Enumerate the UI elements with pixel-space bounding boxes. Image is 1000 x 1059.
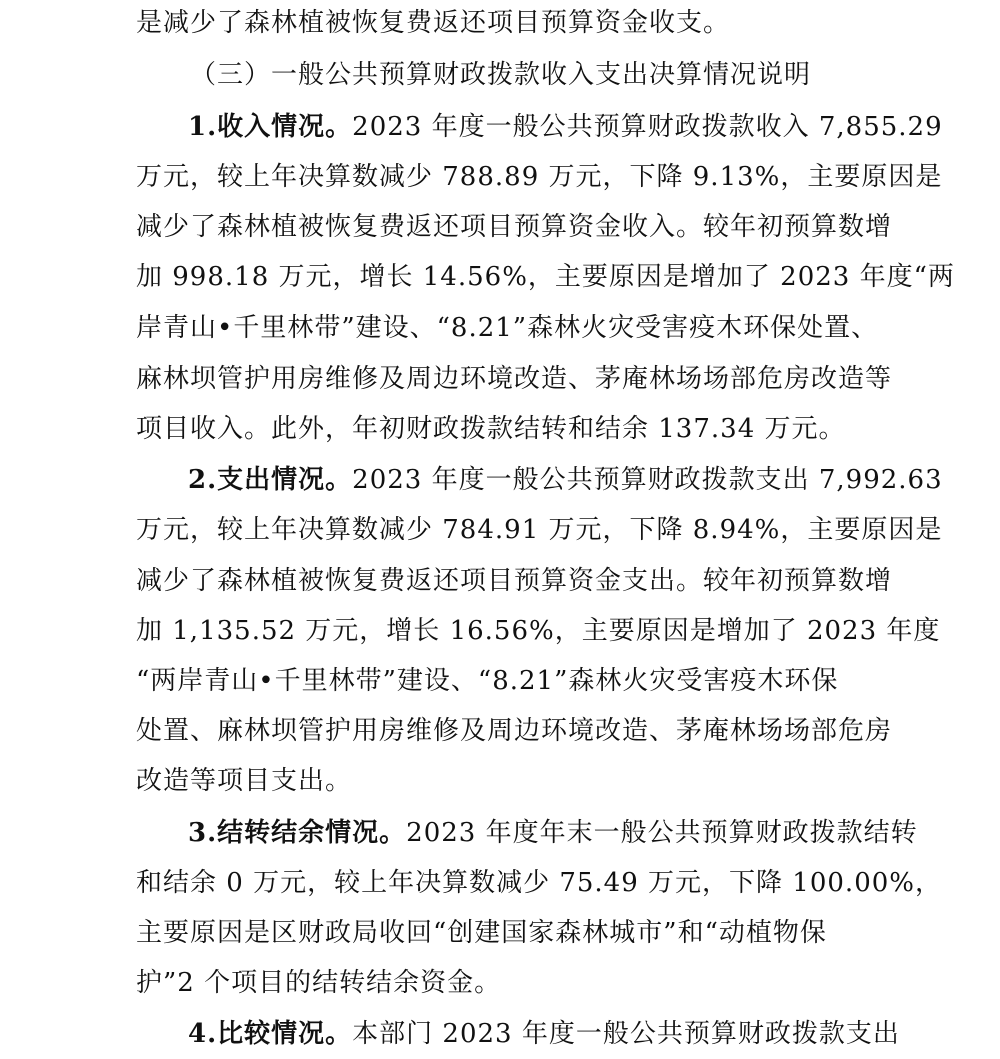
line-text: 护”2 个项目的结转结余资金。 bbox=[136, 968, 502, 998]
line-text: 是减少了森林植被恢复费返还项目预算资金收支。 bbox=[136, 8, 731, 38]
carryover-label: 3.结转结余情况。 bbox=[188, 818, 407, 848]
paragraph-line bbox=[136, 916, 827, 950]
paragraph-line bbox=[188, 110, 943, 144]
paragraph-line bbox=[136, 966, 501, 1000]
line-text: 和结余 0 万元，较上年决算数减少 75.49 万元，下降 100.00%， bbox=[136, 868, 942, 898]
line-text: 加 1,135.52 万元，增长 16.56%，主要原因是增加了 2023 年度 bbox=[136, 616, 941, 646]
paragraph-line bbox=[136, 260, 955, 294]
line-text: 加 998.18 万元，增长 14.56%，主要原因是增加了 2023 年度“两 bbox=[136, 262, 955, 292]
section-heading-text: （三）一般公共预算财政拨款收入支出决算情况说明 bbox=[190, 60, 812, 90]
paragraph-line bbox=[188, 463, 943, 497]
line-text: 2023 年度年末一般公共预算财政拨款结转 bbox=[406, 818, 918, 848]
line-text: 万元，较上年决算数减少 788.89 万元，下降 9.13%，主要原因是 bbox=[136, 162, 943, 192]
paragraph-line bbox=[136, 160, 942, 194]
paragraph-line bbox=[136, 714, 892, 748]
paragraph-line bbox=[136, 311, 878, 345]
line-text: 主要原因是区财政局收回“创建国家森林城市”和“动植物保 bbox=[136, 918, 827, 948]
line-text: 麻林坝管护用房维修及周边环境改造、茅庵林场场部危房改造等 bbox=[136, 364, 893, 394]
line-text: 项目收入。此外，年初财政拨款结转和结余 137.34 万元。 bbox=[136, 414, 846, 444]
line-text: “两岸青山•千里林带”建设、“8.21”森林火灾受害疫木环保 bbox=[136, 666, 839, 696]
paragraph-line bbox=[136, 564, 892, 598]
line-text: 本部门 2023 年度一般公共预算财政拨款支出 bbox=[352, 1019, 900, 1049]
paragraph-line bbox=[136, 513, 942, 547]
paragraph-line bbox=[136, 210, 892, 244]
paragraph-line bbox=[136, 614, 940, 648]
paragraph-line bbox=[136, 764, 352, 798]
paragraph-line bbox=[136, 6, 730, 40]
line-text: 改造等项目支出。 bbox=[136, 766, 353, 796]
line-text: 2023 年度一般公共预算财政拨款支出 7,992.63 bbox=[352, 465, 943, 495]
line-text: 岸青山•千里林带”建设、“8.21”森林火灾受害疫木环保处置、 bbox=[136, 313, 879, 343]
line-text: 减少了森林植被恢复费返还项目预算资金收入。较年初预算数增 bbox=[136, 212, 893, 242]
paragraph-line bbox=[188, 816, 918, 850]
line-text: 2023 年度一般公共预算财政拨款收入 7,855.29 bbox=[352, 112, 943, 142]
comparison-label: 4.比较情况。 bbox=[188, 1019, 353, 1049]
line-text: 减少了森林植被恢复费返还项目预算资金支出。较年初预算数增 bbox=[136, 566, 893, 596]
paragraph-line bbox=[136, 664, 838, 698]
line-text: 万元，较上年决算数减少 784.91 万元，下降 8.94%，主要原因是 bbox=[136, 515, 943, 545]
line-text: 处置、麻林坝管护用房维修及周边环境改造、茅庵林场场部危房 bbox=[136, 716, 893, 746]
section-heading bbox=[190, 58, 811, 92]
income-label: 1.收入情况。 bbox=[188, 112, 353, 142]
paragraph-line bbox=[188, 1017, 900, 1051]
paragraph-line bbox=[136, 866, 942, 900]
paragraph-line bbox=[136, 362, 892, 396]
expense-label: 2.支出情况。 bbox=[188, 465, 353, 495]
paragraph-line bbox=[136, 412, 846, 446]
